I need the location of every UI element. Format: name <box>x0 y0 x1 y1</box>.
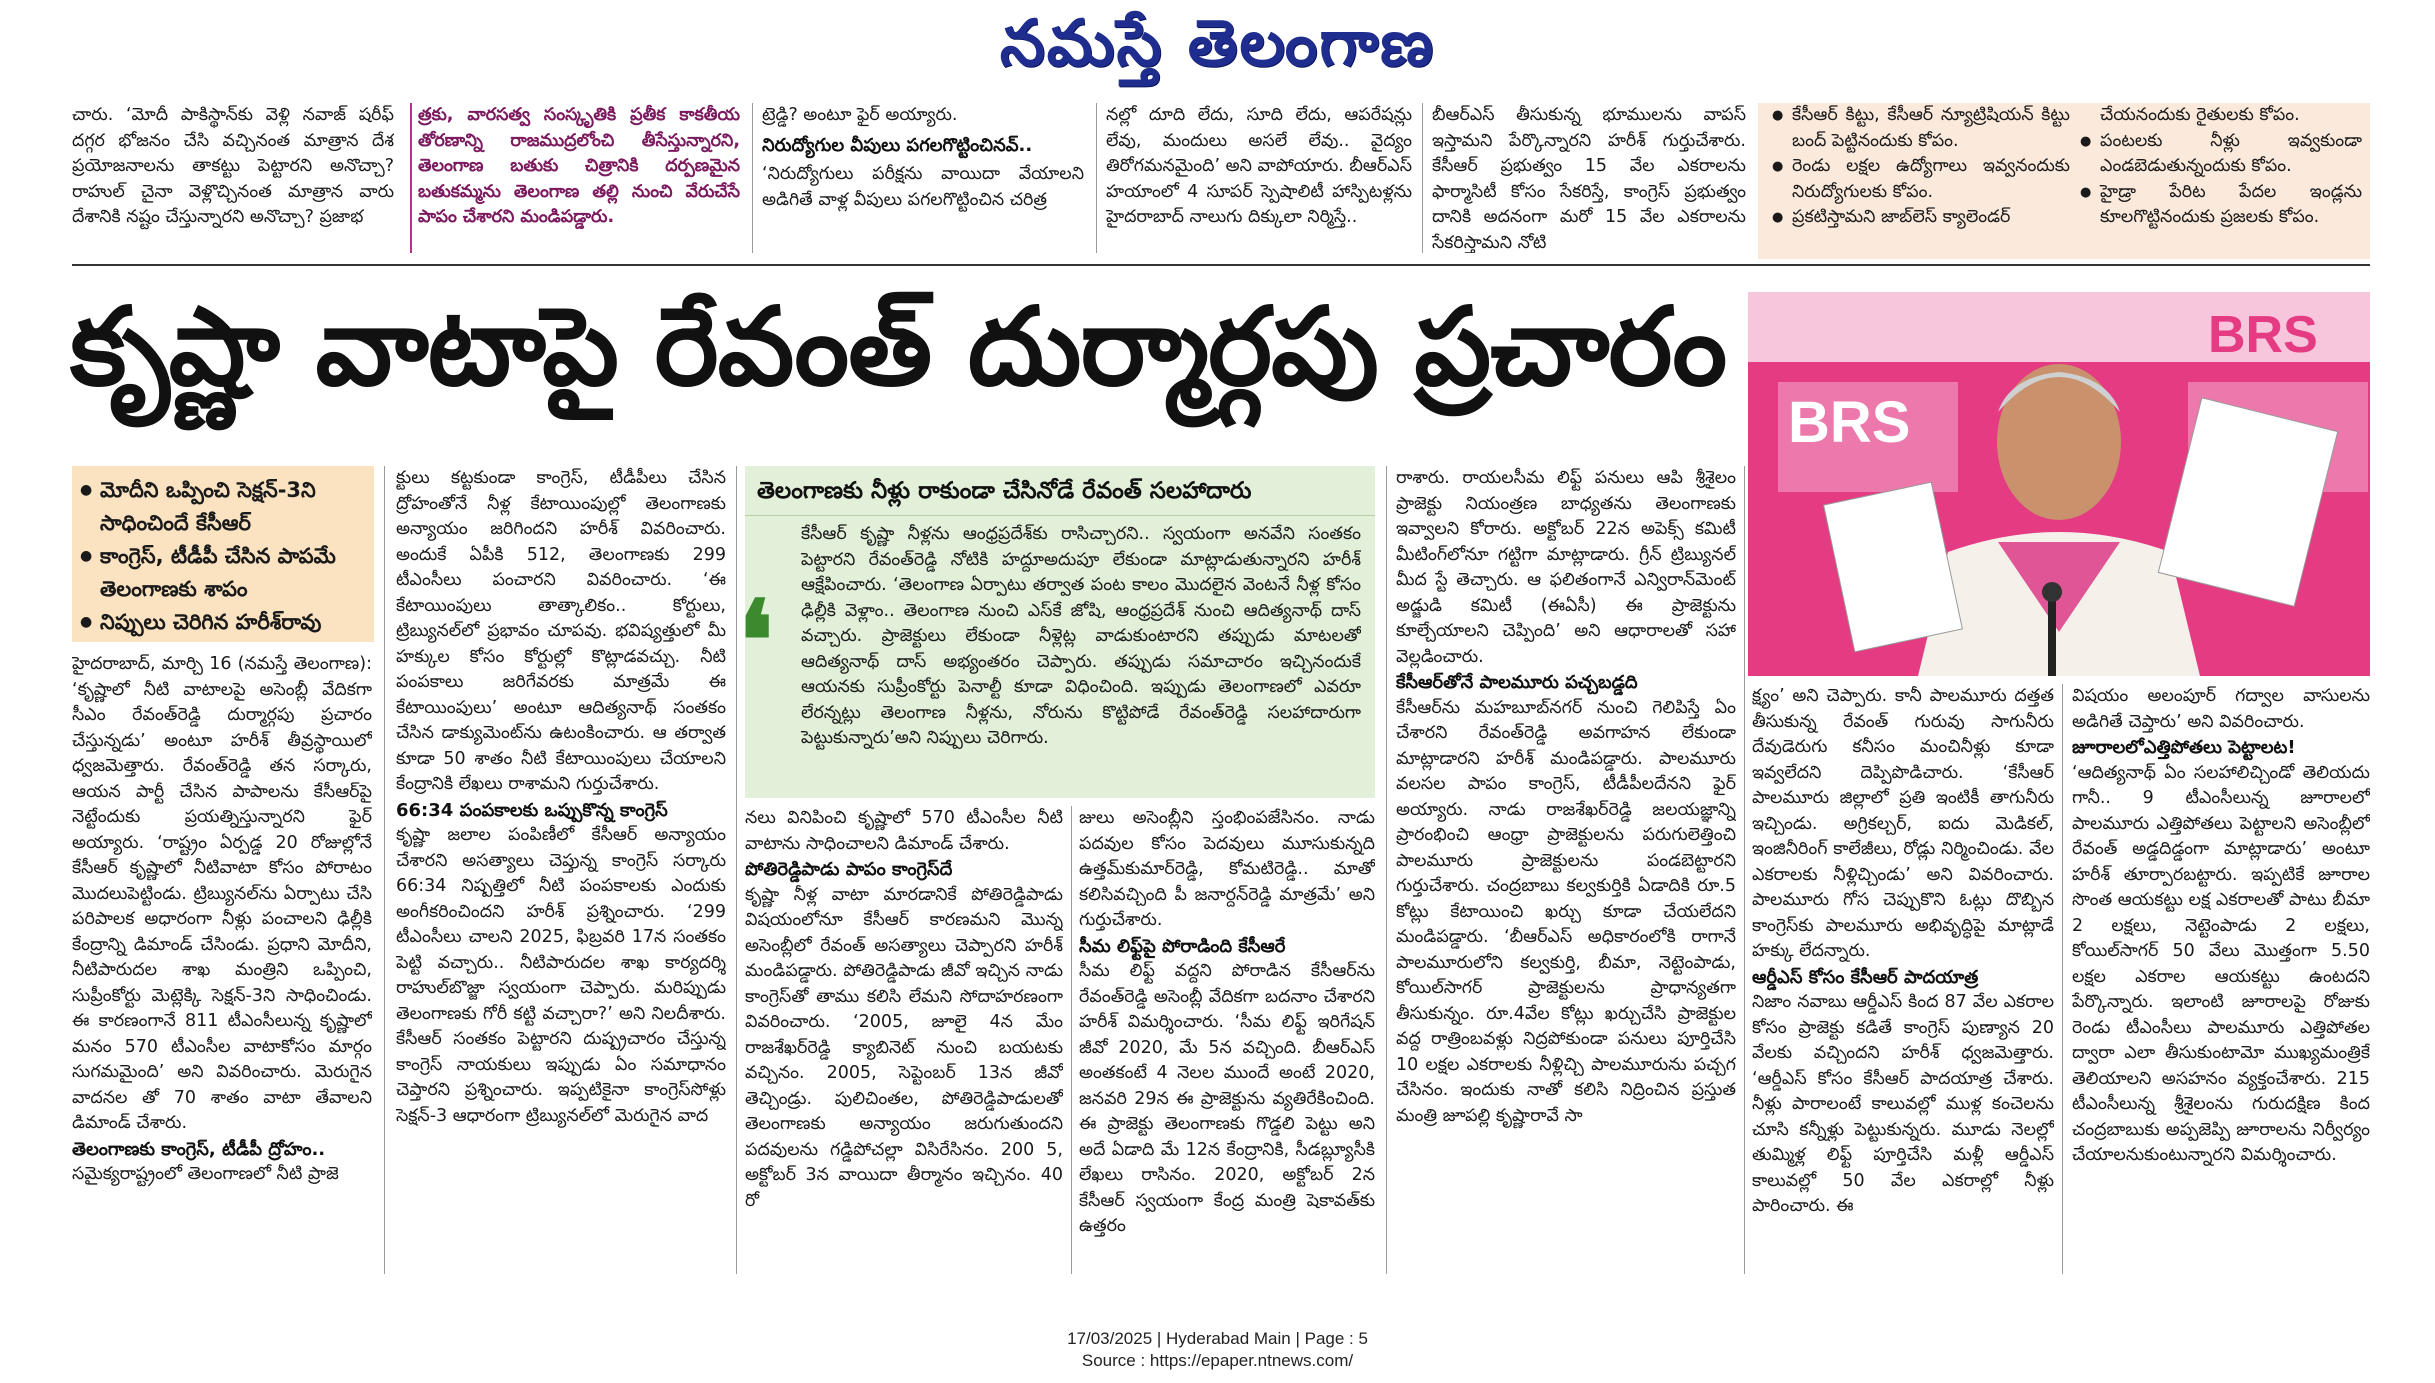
col-4-subhead: సీమ లిఫ్ట్‌పై పోరాడింది కేసీఆరే <box>1079 935 1286 957</box>
col-1-tail: సమైక్యరాష్ట్రంలో తెలంగాణలో నీటి ప్రాజె <box>72 1164 339 1184</box>
banner-text-1: BRS <box>1788 390 1911 455</box>
highlight-1: ● మోదీని ఒప్పించి సెక్షన్-3ని సాధించిందే కేసీఆర్ <box>80 474 368 540</box>
footer-source-link[interactable]: Source : https://epaper.ntnews.com/ <box>1081 1351 1354 1370</box>
top-divider-4 <box>1422 103 1423 253</box>
pull-quote-title: తెలంగాణకు నీళ్లు రాకుండా చేసినోడే రేవంత్ సలహాదారు <box>745 466 1375 516</box>
top-col-5 <box>1432 103 1746 253</box>
anger-item-4: ● పంటలకు నీళ్లు ఇవ్వకుండా ఎండబెడుతున్నందుకు కోపం. <box>2078 129 2362 180</box>
highlights-box <box>72 466 374 642</box>
pull-quote-box <box>745 466 1375 798</box>
col-divider-4 <box>1386 466 1387 1274</box>
col-divider-6 <box>2062 684 2063 1274</box>
col-divider-3 <box>1071 806 1072 1274</box>
col-divider-2 <box>736 466 737 1274</box>
top-col-3 <box>762 103 1084 253</box>
col-4-tail: సీమ లిఫ్ట్ వద్దని పోరాడిన కేసీఆర్‌ను రేవంత్‌రెడ్డి అసెంబ్లీ వేదికగా బదనాం చేశారని హరీశ్ విమర్శించారు. ‘సీమ లిఫ్ట్ ఇరిగేషన్ జీవో 2020, మే 5న వచ్చింది. బీఆర్‌ఎస్ అంతకంటే 4 నెలల ముందే అంటే 2020, జనవరి 29న ఈ ప్రాజెక్టును వ్యతిరేకించింది. ఈ ప్రాజెక్టు తెలంగాణకు గొడ్డలి పెట్టు అని అదే ఏడాది మే 12న కేంద్రానికి, సీడబ్ల్యూసీకి లేఖలు రాసినం. 2020, అక్టోబర్ 2న కేసీఆర్ స్వయంగా కేంద్ర మంత్రి షెకావత్‌కు ఉత్తరం <box>1079 961 1375 1236</box>
top-col-4 <box>1106 103 1412 253</box>
top-col-2 <box>418 103 740 253</box>
col-1-body: హైదరాబాద్, మార్చి 16 (నమస్తే తెలంగాణ): ‘కృష్ణాలో నీటి వాటాలపై అసెంబ్లీ వేదికగా సీఎం రేవంత్‌రెడ్డి దుర్మార్గపు ప్రచారం చేస్తున్నడు’ అంటూ హరీశ్ తీవ్రస్థాయిలో ధ్వజమెత్తారు. రేవంత్‌రెడ్డి తన సర్కారు, ఆయన పార్టీ చేసిన పాపాలను కేసీఆర్‌పై నెట్టేందుకు ప్రయత్నిస్తున్నారని ఫైర్ అయ్యారు. ‘రాష్ట్రం ఏర్పడ్డ 20 రోజుల్లోనే కేసీఆర్ కృష్ణాలో నీటివాటా కోసం పోరాటం మొదలుపెట్టిండు. ట్రిబ్యునల్‌ను ఏర్పాటు చేసి పరిపాలక అధారంగా నీళ్లు పంచాలని ఢిల్లీకి కేంద్రాన్ని డిమాండ్ చేసిండు. ప్రధాని మోదీని, నీటిపారుదల శాఖ మంత్రిని ఒప్పించి, సుప్రీంకోర్టు మెట్లెక్కి సెక్షన్-3ని సాధించిండు. ఈ కారణంగానే 811 టీఎంసీలున్న కృష్ణాలో మనం 570 టీఎంసీల వాటాకోసం మార్గం సుగమమైంది’ అని వివరించారు. మెరుగైన వాదనల తో 70 శాతం వాటా తేవాలని డిమాండ్ చేశారు. <box>72 654 372 1133</box>
top-col-3-text-b: ‘నిరుద్యోగులు పరీక్షను వాయిదా వేయాలని అడిగితే వాళ్ల వీపులు పగలగొట్టించిన చరిత్ర <box>762 164 1084 210</box>
col-3-body: నలు వినిపించి కృష్ణాలో 570 టీఎంసీల నీటి వాటాను సాధించాలని డిమాండ్ చేశారు. <box>745 808 1063 854</box>
banner-text-2: BRS <box>2208 306 2318 364</box>
page-footer <box>0 1328 2435 1372</box>
article-col-3 <box>745 806 1063 1274</box>
news-photo <box>1748 292 2370 676</box>
top-col-1 <box>72 103 394 253</box>
col-7-body: విషయం అలంపూర్ గద్వాల వాసులను అడిగితే చెప్తారు’ అని వివరించారు. <box>2072 686 2370 732</box>
top-col-4-text: నల్లో దూది లేదు, సూది లేదు, ఆపరేషన్లు లేవు, మందులు అసలే లేవు.. వైద్యం తిరోగమనమైంది’ అని వాపోయారు. బీఆర్‌ఎస్ హయాంలో 4 సూపర్ స్పెషాలిటీ హాస్పిటళ్లను హైదరాబాద్ నాలుగు దిక్కులా నిర్మిస్తే.. <box>1106 105 1412 227</box>
top-col-3-subhead: నిరుద్యోగుల వీపులు పగలగొట్టించినవ్.. <box>762 134 1033 156</box>
pull-quote-text: కేసీఆర్ కృష్ణా నీళ్లను ఆంధ్రప్రదేశ్‌కు రాసిచ్చారని.. స్వయంగా అనవేని సంతకం పెట్టారని రేవంత్‌రెడ్డి నోటికి హద్దూఅదుపూ లేకుండా మాట్లాడుతున్నారని హరీశ్ ఆక్షేపించారు. ‘తెలంగాణ ఏర్పాటు తర్వాత పంట కాలం మొదలైన వెంటనే నీళ్ల కోసం ఢిల్లీకి వెళ్లాం.. తెలంగాణ నుంచి ఎస్‌కే జోషి, ఆంధ్రప్రదేశ్ నుంచి ఆదిత్యనాథ్ దాస్ వచ్చారు. ప్రాజెక్టులు లేకుండా నీళ్లెట్ల వాడుకుంటారని తప్పుడు మాటలతో ఆదిత్యనాథ్ దాస్ అభ్యంతరం చెప్పారు. తప్పుడు సమాచారం ఇచ్చినందుకే ఆయనకు సుప్రీంకోర్టు పెనాల్టీ కూడా విధించింది. ఇప్పుడు తెలంగాణలో ఎవరూ లేరన్నట్లు తెలంగాణ నీళ్లను, నోరును కొట్టిపోడే రేవంత్‌రెడ్డి సలహాదారుగా పెట్టుకున్నారు’అని నిప్పులు చెరిగారు. <box>801 524 1361 748</box>
anger-lead: చేయనందుకు రైతులకు కోపం. <box>2100 105 2300 125</box>
top-col-1-text: చారు. ‘మోదీ పాకిస్థాన్‌కు వెళ్లి నవాజ్ షరీఫ్ దగ్గర భోజనం చేసి వచ్చినంత మాత్రాన దేశ ప్రయోజనాలను తాకట్టు పెట్టారని అనొచ్చా? రాహుల్ చైనా వెళ్లొచ్చినంత మాత్రాన వారు దేశానికి నష్టం చేస్తున్నారని అనొచ్చా? ప్రజాభ <box>72 105 394 227</box>
col-6-subhead: ఆర్డీఎస్ కోసం కేసీఆర్ పాదయాత్ర <box>1752 966 1979 988</box>
masthead: నమస్తే తెలంగాణ <box>999 6 1436 81</box>
col-7-subhead: జూరాలలోఎత్తిపోతలు పెట్టాలట! <box>2072 737 2296 758</box>
article-col-1 <box>72 652 372 1270</box>
highlight-2: ● కాంగ్రెస్, టీడీపీ చేసిన పాపమే తెలంగాణకు శాపం <box>80 540 368 606</box>
col-3-tail: కృష్ణా నీళ్ల వాటా మారడానికే పోతిరెడ్డిపాడు విషయంలోనూ కేసీఆర్ కారణమని మొన్న అసెంబ్లీలో రేవంత్ అసత్యాలు చెప్పారని హరీశ్ మండిపడ్డారు. పోతిరెడ్డిపాడు జీవో ఇచ్చిన నాడు కాంగ్రెస్‌తో తాము కలిసి లేమని సోదాహరణంగా వివరించారు. ‘2005, జూలై 4న మేం రాజశేఖర్‌రెడ్డి క్యాబినెట్ నుంచి బయటకు వచ్చినం. 2005, సెప్టెంబర్ 13న జీవో తెచ్చిండ్రు. పులిచింతల, పోతిరెడ్డిపాడులతో తెలంగాణకు అన్యాయం జరుగుతుందని పదవులను గడ్డిపోచల్లా విసిరేసినం. 200 5, అక్టోబర్ 3న వాయిదా తీర్మానం ఇచ్చినం. 40 రో <box>745 884 1063 1211</box>
col-5-body: రాశారు. రాయలసీమ లిఫ్ట్ పనులు ఆపి శ్రీశైలం ప్రాజెక్టు నియంత్రణ బాధ్యతను తెలంగాణకు ఇవ్వాలని కోరారు. అక్టోబర్ 22న అపెక్స్ కమిటీ మీటింగ్‌లోనూ గట్టిగా మాట్లాడారు. గ్రీన్ ట్రిబ్యునల్ మీద స్టే తెచ్చారు. ఆ ఫలితంగానే ఎన్విరాన్‌మెంట్ అడ్జుడి కమిటీ (ఈఏసీ) ఈ ప్రాజెక్టును కూల్చేయాలని చెప్పింది’ అని ఆధారాలతో సహా వెల్లడించారు. <box>1396 468 1736 667</box>
anger-item-5: ● హైడ్రా పేరిట పేదల ఇండ్లను కూలగొట్టినందుకు ప్రజలకు కోపం. <box>2078 180 2362 231</box>
article-col-2 <box>396 466 726 1274</box>
speaker-photo-image <box>1748 292 2370 676</box>
col-divider-1 <box>384 466 385 1274</box>
top-col-2-text: త్రకు, వారసత్వ సంస్కృతికి ప్రతీక కాకతీయ తోరణాన్ని రాజముద్రలోంచి తీసేస్తున్నారని, తెలంగాణ బతుకు చిత్రానికి దర్పణమైన బతుకమ్మను తెలంగాణ తల్లి నుంచి వేరుచేసే పాపం చేశారని మండిపడ్డారు. <box>418 105 740 227</box>
col-1-subhead: తెలంగాణకు కాంగ్రెస్, టీడీపీ ద్రోహం.. <box>72 1138 326 1160</box>
footer-date-edition: 17/03/2025 | Hyderabad Main | Page : 5 <box>1067 1329 1368 1348</box>
col-3-subhead: పోతిరెడ్డిపాడు పాపం కాంగ్రెస్‌దే <box>745 859 953 880</box>
col-6-body: క్ష్యం’ అని చెప్పారు. కానీ పాలమూరు దత్తత తీసుకున్న రేవంత్ గురువు సాగునీరు దేవుడెరుగు కనీసం మంచినీళ్లు కూడా ఇవ్వలేదని దెప్పిపొడిచారు. ‘కేసీఆర్ పాలమూరు జిల్లాలో ప్రతి ఇంటికీ తాగునీరు ఇచ్చిండు. అగ్రికల్చర్, ఐదు మెడికల్, ఇంజినీరింగ్ కాలేజీలు, రోడ్లు నిర్మించిండు. వేల ఎకరాలకు నీళ్లిచ్చిండు’ అని వివరించారు. పాలమూరు గోస చెప్పుకొని ఓట్లు దొబ్బిన కాంగ్రెస్‌కు పాలమూరు అభివృద్ధిపై మాట్లాడే హక్కు లేదన్నారు. <box>1752 686 2054 961</box>
anger-list-left <box>1770 103 2070 259</box>
col-4-body: జులు అసెంబ్లీని స్తంభింపజేసినం. నాడు పదవుల కోసం పెదవులు మూసుకున్నది ఉత్తమ్‌కుమార్‌రెడ్డి, కోమటిరెడ్డి.. మాతో కలిసివచ్చింది పీ జనార్దన్‌రెడ్డి మాత్రమే’ అని గుర్తుచేశారు. <box>1079 808 1375 930</box>
col-2-tail: కృష్ణా జలాల పంపిణీలో కేసీఆర్ అన్యాయం చేశారని అసత్యాలు చెప్తున్న కాంగ్రెస్ సర్కారు 66:34 నిష్పత్తిలో నీటి పంపకాలకు ఎందుకు అంగీకరించిందని హరీశ్ ప్రశ్నించారు. ‘299 టీఎంసీలు చాలని 2025, ఫిబ్రవరి 17న సంతకం పెట్టి వచ్చారు.. నీటిపారుదల శాఖ కార్యదర్శి రాహుల్‌బొజ్జా స్వయంగా చెప్పారు. మరిప్పుడు తెలంగాణకు గోరీ కట్టి వచ్చారా?’ అని నిలదీశారు. కేసీఆర్ సంతకం పెట్టారని దుష్ప్రచారం చేస్తున్న కాంగ్రెస్ నాయకులు ఇప్పుడు ఏం సమాధానం చెప్తారని ప్రశ్నించారు. ఇప్పటికైనా కాంగ్రెస్‌సోళ్లు సెక్షన్-3 ఆధారంగా ట్రిబ్యునల్‌లో మెరుగైన వాద <box>396 825 726 1126</box>
col-6-tail: నిజాం నవాబు ఆర్డీఎస్ కింద 87 వేల ఎకరాల కోసం ప్రాజెక్టు కడితే కాంగ్రెస్ పుణ్యాన 20 వేలకు వచ్చిందని హరీశ్ ధ్వజమెత్తారు. ‘ఆర్డీఎస్ కోసం కేసీఆర్ పాదయాత్ర చేశారు. నీళ్లు పారాలంటే కాలువల్లో ముళ్ల కంచెలను చూసి కన్నీళ్లు పెట్టుకున్నరు. మూడు నెలల్లో తుమ్మిళ్ల లిఫ్ట్ పూర్తిచేసి మళ్లీ ఆర్డీఎస్ కాలువల్లో 50 వేల ఎకరాల్లో నీళ్లు పారించారు. ఈ <box>1752 992 2054 1216</box>
top-divider-3 <box>1096 103 1097 253</box>
top-divider-1 <box>410 103 412 253</box>
anger-list-right <box>2078 103 2362 259</box>
top-col-5-text: బీఆర్‌ఎస్ తీసుకున్న భూములను వాపస్ ఇస్తామని పేర్కొన్నారని హరీశ్ గుర్తుచేశారు. కేసీఆర్ ప్రభుత్వం 15 వేల ఎకరాలను ఫార్మాసిటీ కోసం సేకరిస్తే, కాంగ్రెస్ ప్రభుత్వం దానికి అదనంగా మరో 15 వేల ఎకరాలను సేకరిస్తామని నోటి <box>1432 105 1746 253</box>
col-2-subhead: 66:34 పంపకాలకు ఒప్పుకొన్న కాంగ్రెస్ <box>396 799 668 821</box>
article-col-7 <box>2072 684 2370 1274</box>
col-7-tail: ‘ఆదిత్యనాథ్ ఏం సలహాలిచ్చిండో తెలియదు గానీ.. 9 టీఎంసీలున్న జూరాలలో పాలమూరు ఎత్తిపోతలు పెట్టాలని అసెంబ్లీలో రేవంత్ అడ్డదిడ్డంగా మాట్లాడారు’ అంటూ హరీశ్ తూర్పారబట్టారు. ఇప్పటికే జూరాల సొంత ఆయకట్టు లక్ష ఎకరాలతో పాటు బీమా 2 లక్షలు, నెట్టెంపాడు 2 లక్షలు, కోయిల్‌సాగర్ 50 వేలు మొత్తంగా 5.50 లక్షల ఎకరాల ఆయకట్టు ఉంటదని పేర్కొన్నారు. ఇలాంటి జూరాలపై రోజుకు రెండు టీఎంసీలు పాలమూరు ఎత్తిపోతల ద్వారా ఎలా తీసుకుంటామో ముఖ్యమంత్రికే తెలియాలని అసహనం వ్యక్తంచేశారు. 215 టీఎంసీలున్న శ్రీశైలంను గురుదక్షిణ కింద చంద్రబాబుకు అప్పజెప్పి జూరాలను నిర్వీర్యం చేయాలనుకుంటున్నారని విమర్శించారు. <box>2072 762 2370 1165</box>
article-col-6 <box>1752 684 2054 1274</box>
anger-item-3: ● ప్రకటిస్తామని జాబ్‌లెస్ క్యాలెండర్ <box>1770 205 2070 231</box>
highlight-3: ● నిప్పులు చెరిగిన హరీశ్‌రావు <box>80 606 368 639</box>
top-col-3-text-a: ట్రెడ్డి? అంటూ ఫైర్ అయ్యారు. <box>762 105 958 125</box>
pull-quote-body <box>801 522 1361 794</box>
article-col-5 <box>1396 466 1736 1274</box>
anger-item-2: ● రెండు లక్షల ఉద్యోగాలు ఇవ్వనందుకు నిరుద్యోగులకు కోపం. <box>1770 154 2070 205</box>
top-divider-2 <box>752 103 753 253</box>
col-divider-5 <box>1744 466 1745 1274</box>
quote-mark-icon: ❛ <box>738 576 774 705</box>
anger-list-box <box>1758 103 2370 259</box>
col-5-subhead: కేసీఆర్‌తోనే పాలమూరు పచ్చబడ్డది <box>1396 672 1638 693</box>
top-separator <box>72 264 2370 266</box>
anger-item-1: ● కేసీఆర్ కిట్టు, కేసీఆర్ న్యూట్రిషియన్ కిట్టు బంద్ పెట్టినందుకు కోపం. <box>1770 103 2070 154</box>
col-2-body: క్టులు కట్టకుండా కాంగ్రెస్, టీడీపీలు చేసిన ద్రోహంతోనే నీళ్ల కేటాయింపుల్లో తెలంగాణకు అన్యాయం జరిగిందని హరీశ్ వివరించారు. అందుకే ఏపీకి 512, తెలంగాణకు 299 టీఎంసీలు పంచారని వివరించారు. ‘ఈ కేటాయింపులు తాత్కాలికం.. కోర్టులు, ట్రిబ్యునల్‌లో ప్రభావం చూపవు. భవిష్యత్తులో మీ హక్కుల కోసం కోర్టుల్లో కొట్లాడవచ్చు. నీటి పంపకాలు జరిగేవరకు మాత్రమే ఈ కేటాయింపులు’ అంటూ ఆదిత్యనాథ్ సంతకం చేసిన డాక్యుమెంట్‌ను ఉటంకించారు. ఆ తర్వాత కూడా 50 శాతం నీటి కేటాయింపులు చేయాలని కేంద్రానికి లేఖలు రాశామని గుర్తుచేశారు. <box>396 468 726 794</box>
article-col-4 <box>1079 806 1375 1274</box>
main-headline: కృష్ణా వాటాపై రేవంత్ దుర్మార్గపు ప్రచారం <box>70 285 1727 410</box>
col-5-tail: కేసీఆర్‌ను మహబూబ్‌నగర్ నుంచి గెలిపిస్తే ఏం చేశారని రేవంత్‌రెడ్డి అవగాహన లేకుండా మాట్లాడారని హరీశ్ మండిపడ్డారు. పాలమూరు వలసల పాపం కాంగ్రెస్, టీడీపీలదేనని ఫైర్ అయ్యారు. నాడు రాజశేఖర్‌రెడ్డి జలయజ్ఞాన్ని ప్రారంభించి ఆంధ్రా ప్రాజెక్టులను పరుగులెత్తించి పాలమూరు ప్రాజెక్టులను పండబెట్టారని గుర్తుచేశారు. చంద్రబాబు కల్వకుర్తికి ఏడాదికి రూ.5 కోట్లు కేటాయించి ఖర్చు కూడా చేయలేదని మండిపడ్డారు. ‘బీఆర్‌ఎస్ అధికారంలోకి రాగానే పాలమూరులోని కల్వకుర్తి, బీమా, నెట్టెంపాడు, కోయిల్‌సాగర్ ప్రాజెక్టులను ప్రాధాన్యతగా తీసుకున్నం. రూ.4వేల కోట్లు ఖర్చుచేసి ప్రాజెక్టుల వద్ద రాత్రింబవళ్లు నిద్రపోకుండా పనులు పూర్తిచేసి 10 లక్షల ఎకరాలకు నీళ్లిచ్చి పాలమూరును పచ్చగ చేసినం. ఇందుకు నాతో కలిసి నిద్రించిన ప్రస్తుత మంత్రి జూపల్లి కృష్ణారావే సా <box>1396 697 1736 1126</box>
